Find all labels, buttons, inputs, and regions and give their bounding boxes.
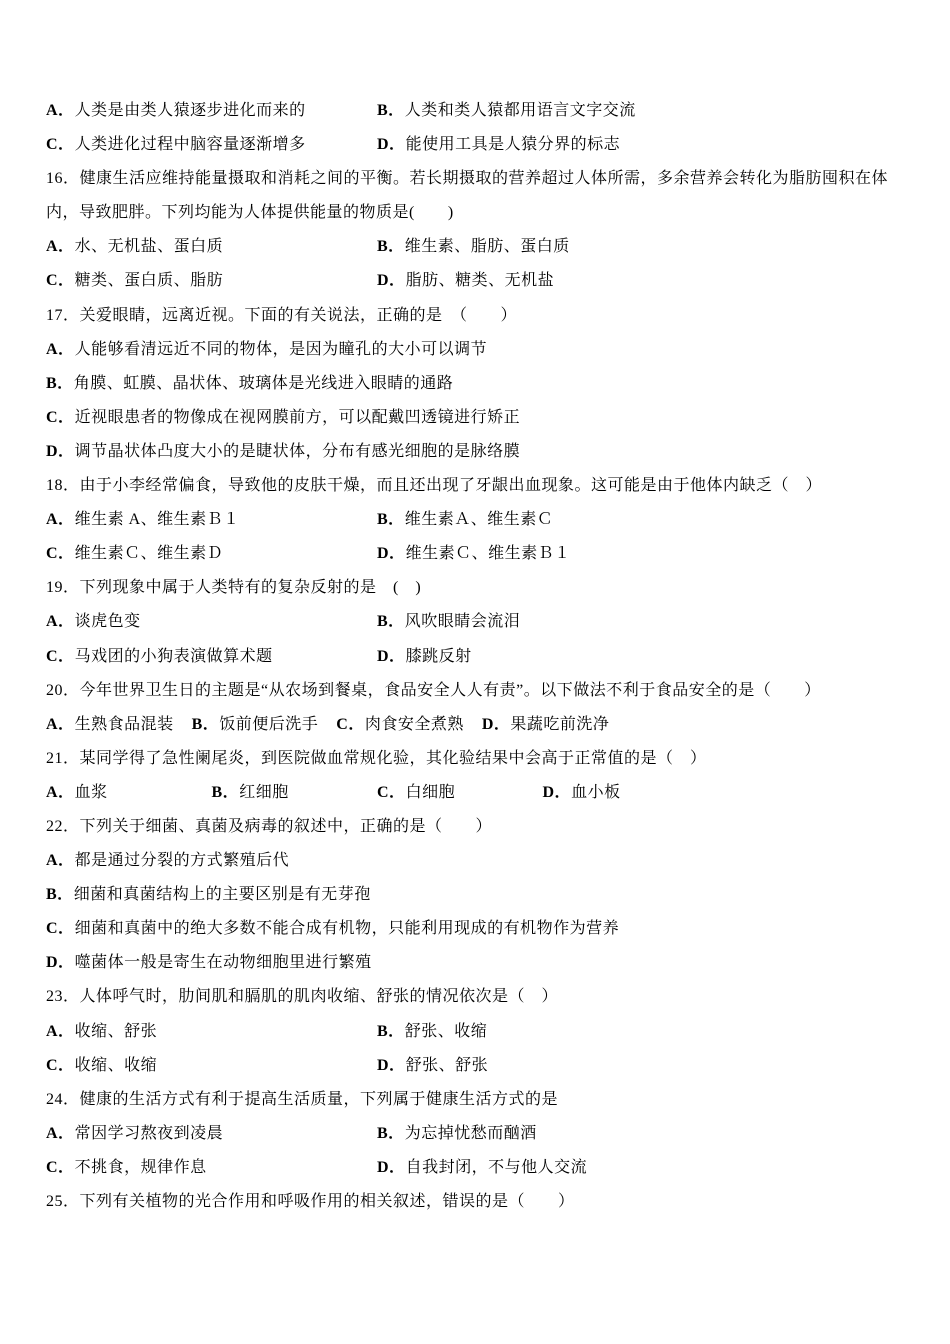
q18-number: 18． bbox=[46, 477, 80, 495]
q17-option-d: D． 调节晶状体凸度大小的是睫状体，分布有感光细胞的是脉络膜 bbox=[46, 442, 521, 460]
q17-option-c: C． 近视眼患者的物像成在视网膜前方，可以配戴凹透镜进行矫正 bbox=[46, 408, 521, 426]
q23-option-a: A．收缩、舒张 bbox=[46, 1022, 158, 1040]
q22-option-a: A． 都是通过分裂的方式繁殖后代 bbox=[46, 852, 290, 870]
q16-option-a: A．水、无机盐、蛋白质 bbox=[46, 238, 224, 256]
q24-stem bbox=[46, 1083, 926, 1117]
q22-option-c: C． 细菌和真菌中的绝大多数不能合成有机物，只能利用现成的有机物作为营养 bbox=[46, 920, 620, 938]
q19-option-b: B．风吹眼睛会流泪 bbox=[377, 613, 521, 631]
q16-stem-cont bbox=[46, 196, 926, 230]
q25-stem bbox=[46, 1185, 926, 1219]
q25-number: 25． bbox=[46, 1193, 80, 1210]
q20-option-b: B．饭前便后洗手 bbox=[191, 715, 319, 733]
q21-stem bbox=[46, 742, 926, 776]
q21-option-c: C．白细胞 bbox=[377, 783, 456, 801]
q21-stem-text: 某同学得了急性阑尾炎，到医院做血常规化验，其化验结果中会高于正常值的是（ ） bbox=[79, 749, 707, 767]
q18-option-a: A．维生素 A、维生素Ｂ１ bbox=[46, 511, 240, 529]
q18-option-c: C．维生素Ｃ、维生素Ｄ bbox=[46, 545, 224, 563]
q19-option-d: D．膝跳反射 bbox=[377, 647, 472, 665]
q18-stem bbox=[46, 469, 926, 503]
q16-number: 16． bbox=[46, 170, 80, 188]
q24-stem-text: 健康的生活方式有利于提高生活质量，下列属于健康生活方式的是 bbox=[79, 1090, 559, 1108]
q16-option-c: C．糖类、蛋白质、脂肪 bbox=[46, 272, 224, 290]
question-list bbox=[46, 94, 926, 1219]
q20-option-a: A．生熟食品混装 bbox=[46, 715, 174, 733]
q19-option-c: C．马戏团的小狗表演做算术题 bbox=[46, 647, 273, 665]
q21-options-row bbox=[46, 776, 926, 810]
q16-options-row-1 bbox=[46, 230, 926, 264]
q15-option-d: D．能使用工具是人猿分界的标志 bbox=[377, 136, 621, 154]
q20-options-row bbox=[46, 708, 926, 742]
q19-options-row-2 bbox=[46, 640, 926, 674]
q22-option-d: D． 噬菌体一般是寄生在动物细胞里进行繁殖 bbox=[46, 954, 372, 972]
q15-option-c: C．人类进化过程中脑容量逐渐增多 bbox=[46, 136, 306, 154]
q17-stem bbox=[46, 299, 926, 333]
q16-stem-line-1: 健康生活应维持能量摄取和消耗之间的平衡。若长期摄取的营养超过人体所需，多余营养会转化为脂肪囤积在体 bbox=[79, 170, 889, 188]
q23-stem-text: 人体呼气时，肋间肌和膈肌的肌肉收缩、舒张的情况依次是（ ） bbox=[79, 988, 559, 1006]
q24-options-row-2 bbox=[46, 1151, 926, 1185]
q15-option-a: A．人类是由类人猿逐步进化而来的 bbox=[46, 102, 306, 119]
q17-number: 17． bbox=[46, 306, 80, 324]
q23-option-c: C．收缩、收缩 bbox=[46, 1056, 158, 1074]
q20-stem bbox=[46, 674, 926, 708]
q18-options-row-1 bbox=[46, 503, 926, 537]
q16-options-row-2 bbox=[46, 264, 926, 298]
q19-stem-text: 下列现象中属于人类特有的复杂反射的是 ( ) bbox=[79, 579, 422, 597]
q22-number: 22． bbox=[46, 817, 80, 835]
q25-stem-text: 下列有关植物的光合作用和呼吸作用的相关叙述，错误的是（ ） bbox=[79, 1193, 575, 1210]
q18-stem-text: 由于小李经常偏食，导致他的皮肤干燥，而且还出现了牙龈出血现象。这可能是由于他体内缺乏（ ） bbox=[79, 477, 823, 495]
q19-stem bbox=[46, 571, 926, 605]
q20-option-d: D．果蔬吃前洗净 bbox=[481, 715, 610, 733]
q19-option-a: A．谈虎色变 bbox=[46, 613, 141, 631]
q15-options-row-2 bbox=[46, 128, 926, 162]
q19-number: 19． bbox=[46, 579, 80, 597]
q19-options-row-1 bbox=[46, 605, 926, 639]
q22-option-b: B． 细菌和真菌结构上的主要区别是有无芽孢 bbox=[46, 886, 371, 904]
q16-option-d: D．脂肪、糖类、无机盐 bbox=[377, 272, 555, 290]
q23-stem bbox=[46, 980, 926, 1014]
q22-stem-text: 下列关于细菌、真菌及病毒的叙述中，正确的是（ ） bbox=[79, 817, 493, 835]
q23-number: 23． bbox=[46, 988, 80, 1006]
q16-stem bbox=[46, 162, 926, 196]
q21-number: 21． bbox=[46, 749, 80, 767]
q21-option-b: B．红细胞 bbox=[211, 783, 289, 801]
q21-option-a: A．血浆 bbox=[46, 783, 108, 801]
q17-option-a: A． 人能够看清远近不同的物体，是因为瞳孔的大小可以调节 bbox=[46, 340, 488, 358]
q18-option-b: B．维生素Ａ、维生素Ｃ bbox=[377, 511, 554, 529]
q22-stem bbox=[46, 810, 926, 844]
q20-number: 20． bbox=[46, 681, 80, 699]
q24-number: 24． bbox=[46, 1090, 80, 1108]
q24-option-c: C．不挑食，规律作息 bbox=[46, 1158, 207, 1176]
q24-option-a: A．常因学习熬夜到凌晨 bbox=[46, 1124, 224, 1142]
q16-stem-line-2: 内，导致肥胖。下列均能为人体提供能量的物质是( ) bbox=[46, 204, 454, 222]
q18-options-row-2 bbox=[46, 537, 926, 571]
q20-stem-text: 今年世界卫生日的主题是“从农场到餐桌，食品安全人人有责”。以下做法不利于食品安全的是（ ） bbox=[79, 681, 821, 699]
q20-option-c: C．肉食安全煮熟 bbox=[336, 715, 464, 733]
q23-options-row-1 bbox=[46, 1015, 926, 1049]
q15-option-b: B．人类和类人猿都用语言文字交流 bbox=[377, 102, 636, 119]
q23-option-d: D．舒张、舒张 bbox=[377, 1056, 489, 1074]
q16-option-b: B．维生素、脂肪、蛋白质 bbox=[377, 238, 570, 256]
q24-option-d: D．自我封闭，不与他人交流 bbox=[377, 1158, 588, 1176]
q15-options-row-1 bbox=[46, 94, 926, 128]
q23-option-b: B．舒张、收缩 bbox=[377, 1022, 488, 1040]
q23-options-row-2 bbox=[46, 1049, 926, 1083]
q17-option-b: B． 角膜、虹膜、晶状体、玻璃体是光线进入眼睛的通路 bbox=[46, 374, 454, 392]
q21-option-d: D．血小板 bbox=[542, 783, 621, 801]
q24-option-b: B．为忘掉忧愁而酗酒 bbox=[377, 1124, 537, 1142]
q17-stem-text: 关爱眼睛，远离近视。下面的有关说法，正确的是 （ ） bbox=[79, 306, 518, 324]
q24-options-row-1 bbox=[46, 1117, 926, 1151]
q18-option-d: D．维生素Ｃ、维生素Ｂ１ bbox=[377, 545, 571, 563]
